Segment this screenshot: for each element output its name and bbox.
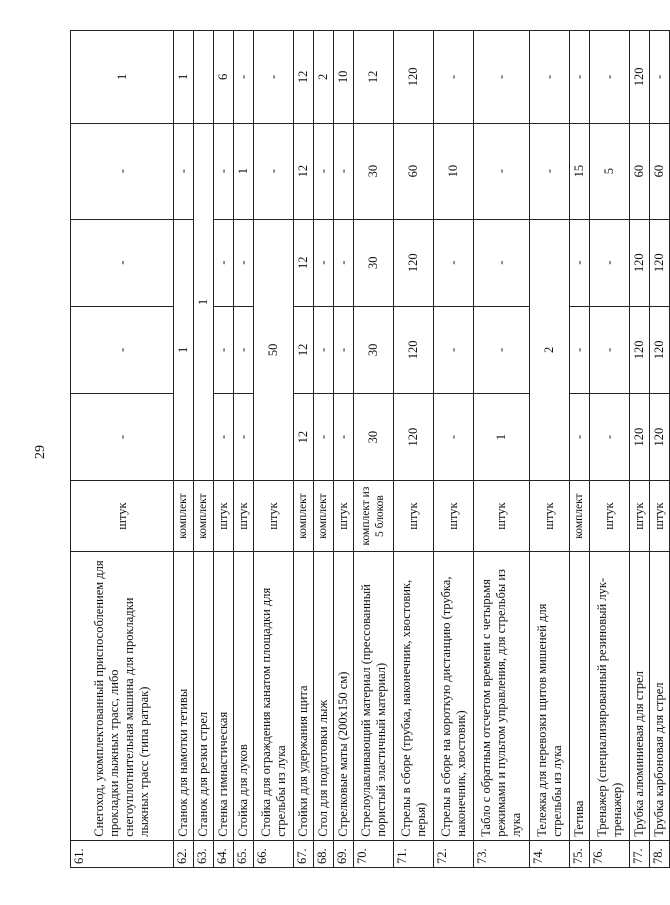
value-cell: 120 <box>394 31 434 124</box>
table-row <box>314 31 334 868</box>
value-cell: 10 <box>334 31 354 124</box>
value-cell: - <box>71 306 174 393</box>
unit-cell: комплект <box>294 481 314 552</box>
item-name: Стрелковые маты (200х150 см) <box>334 551 354 840</box>
value-cell: - <box>570 219 590 306</box>
item-name: Стойки для удержания щита <box>294 551 314 840</box>
table-row <box>71 31 174 868</box>
page-number: 29 <box>33 445 48 459</box>
value-cell: - <box>570 31 590 124</box>
value-cell: 15 <box>570 123 590 219</box>
value-cell: - <box>530 31 570 124</box>
row-number: 69. <box>334 840 354 867</box>
row-number: 70. <box>354 840 394 867</box>
value-cell: - <box>474 219 530 306</box>
unit-cell: штук <box>650 481 670 552</box>
value-cell: - <box>314 393 334 480</box>
value-cell: - <box>474 123 530 219</box>
unit-cell: комплект <box>174 481 194 552</box>
unit-cell: комплект <box>314 481 334 552</box>
row-number: 75. <box>570 840 590 867</box>
item-name: Тренажер (специализированный резиновый лук-тренажер) <box>590 551 630 840</box>
value-cell: 2 <box>530 219 570 481</box>
row-number: 73. <box>474 840 530 867</box>
table-row <box>234 31 254 868</box>
row-number: 65. <box>234 840 254 867</box>
row-number: 61. <box>71 840 174 867</box>
value-cell: 1 <box>174 31 194 124</box>
value-cell: 5 <box>590 123 630 219</box>
value-cell: - <box>234 306 254 393</box>
unit-cell: штук <box>214 481 234 552</box>
value-cell: - <box>314 219 334 306</box>
table-row <box>174 31 194 868</box>
value-cell: - <box>334 123 354 219</box>
value-cell: - <box>530 123 570 219</box>
table-row <box>354 31 394 868</box>
value-cell: - <box>474 31 530 124</box>
unit-cell: штук <box>474 481 530 552</box>
item-name: Стрелоулавливающий материал (прессованный пористый эластичный материал) <box>354 551 394 840</box>
value-cell: 12 <box>354 31 394 124</box>
value-cell: 60 <box>650 123 670 219</box>
row-number: 62. <box>174 840 194 867</box>
table-row <box>334 31 354 868</box>
value-cell: - <box>234 31 254 124</box>
value-cell: - <box>650 31 670 124</box>
value-cell: - <box>570 393 590 480</box>
value-cell: - <box>434 219 474 306</box>
value-cell: 30 <box>354 306 394 393</box>
table-row <box>254 31 294 868</box>
item-name: Табло с обратным отсчетом времени с четырьмя режимами и пультом управления, для стрельбы из лука <box>474 551 530 840</box>
equipment-table <box>70 30 670 868</box>
unit-cell: штук <box>590 481 630 552</box>
value-cell: 120 <box>630 306 650 393</box>
value-cell: - <box>314 306 334 393</box>
value-cell: 10 <box>434 123 474 219</box>
value-cell: - <box>234 219 254 306</box>
value-cell: 2 <box>314 31 334 124</box>
value-cell: - <box>314 123 334 219</box>
value-cell: - <box>214 306 234 393</box>
value-cell: - <box>334 219 354 306</box>
value-cell: - <box>334 306 354 393</box>
row-number: 77. <box>630 840 650 867</box>
unit-cell: штук <box>234 481 254 552</box>
value-cell: - <box>71 393 174 480</box>
value-cell: - <box>71 123 174 219</box>
value-cell: 30 <box>354 123 394 219</box>
table-row <box>434 31 474 868</box>
item-name: Стол для подготовки лыж <box>314 551 334 840</box>
unit-cell: штук <box>630 481 650 552</box>
unit-cell: штук <box>254 481 294 552</box>
unit-cell: комплект из 5 блоков <box>354 481 394 552</box>
value-cell: 50 <box>254 219 294 481</box>
value-cell: 12 <box>294 31 314 124</box>
value-cell: 120 <box>630 31 650 124</box>
value-cell: 12 <box>294 306 314 393</box>
unit-cell: штук <box>434 481 474 552</box>
value-cell: - <box>174 123 194 219</box>
value-cell: 120 <box>650 219 670 306</box>
value-cell: - <box>71 219 174 306</box>
value-cell: 120 <box>650 306 670 393</box>
value-cell: 1 <box>174 219 194 481</box>
value-cell: - <box>590 393 630 480</box>
row-number: 78. <box>650 840 670 867</box>
value-cell: - <box>434 393 474 480</box>
value-cell: 6 <box>214 31 234 124</box>
item-name: Стойка для ограждения канатом площадки для стрельбы из лука <box>254 551 294 840</box>
row-number: 72. <box>434 840 474 867</box>
value-cell: 1 <box>71 31 174 124</box>
unit-cell: штук <box>334 481 354 552</box>
unit-cell: штук <box>530 481 570 552</box>
value-cell: 12 <box>294 219 314 306</box>
item-name: Стрелы в сборе (трубка, наконечник, хвостовик, перья) <box>394 551 434 840</box>
value-cell: - <box>434 306 474 393</box>
value-cell: - <box>214 123 234 219</box>
value-cell: 120 <box>630 393 650 480</box>
value-cell: 120 <box>650 393 670 480</box>
value-cell: - <box>234 393 254 480</box>
value-cell <box>194 31 214 124</box>
value-cell: - <box>214 219 234 306</box>
value-cell: 1 <box>194 123 214 480</box>
item-name: Станок для намотки тетивы <box>174 551 194 840</box>
value-cell: - <box>474 306 530 393</box>
item-name: Стойка для луков <box>234 551 254 840</box>
item-name: Трубка алюминиевая для стрел <box>630 551 650 840</box>
value-cell: - <box>570 306 590 393</box>
row-number: 71. <box>394 840 434 867</box>
value-cell: 120 <box>394 306 434 393</box>
item-name: Снегоход, укомплектованный приспособлением для прокладки лыжных трасс, либо снегоуплотнительная машина для прокладки лыжных трасс (типа ратрак) <box>71 551 174 840</box>
value-cell: 60 <box>394 123 434 219</box>
value-cell: - <box>590 31 630 124</box>
row-number: 66. <box>254 840 294 867</box>
value-cell: - <box>254 123 294 219</box>
value-cell: - <box>214 393 234 480</box>
value-cell: - <box>590 219 630 306</box>
table-row <box>474 31 530 868</box>
table-row <box>650 31 670 868</box>
unit-cell: комплект <box>570 481 590 552</box>
table-row <box>294 31 314 868</box>
value-cell: - <box>254 31 294 124</box>
value-cell: 120 <box>630 219 650 306</box>
value-cell: - <box>590 306 630 393</box>
rotated-table-container <box>70 30 666 868</box>
row-number: 76. <box>590 840 630 867</box>
table-row <box>530 31 570 868</box>
row-number: 74. <box>530 840 570 867</box>
row-number: 67. <box>294 840 314 867</box>
item-name: Тетива <box>570 551 590 840</box>
item-name: Станок для резки стрел <box>194 551 214 840</box>
value-cell: 60 <box>630 123 650 219</box>
value-cell: 30 <box>354 393 394 480</box>
table-row <box>590 31 630 868</box>
item-name: Стенка гимнастическая <box>214 551 234 840</box>
table-row <box>394 31 434 868</box>
unit-cell: комплект <box>194 481 214 552</box>
table-row <box>570 31 590 868</box>
value-cell: 12 <box>294 393 314 480</box>
value-cell: 120 <box>394 393 434 480</box>
row-number: 64. <box>214 840 234 867</box>
value-cell: - <box>434 31 474 124</box>
unit-cell: штук <box>394 481 434 552</box>
unit-cell: штук <box>71 481 174 552</box>
table-row <box>194 31 214 868</box>
item-name: Трубка карбоновая для стрел <box>650 551 670 840</box>
item-name: Стрелы в сборе на короткую дистанцию (трубка, наконечник, хвостовик) <box>434 551 474 840</box>
row-number: 63. <box>194 840 214 867</box>
value-cell: 12 <box>294 123 314 219</box>
value-cell: 1 <box>234 123 254 219</box>
value-cell: - <box>334 393 354 480</box>
value-cell: 120 <box>394 219 434 306</box>
value-cell: 1 <box>474 393 530 480</box>
value-cell: 30 <box>354 219 394 306</box>
row-number: 68. <box>314 840 334 867</box>
table-row <box>630 31 650 868</box>
item-name: Тележка для перевозки щитов мишеней для стрельбы из лука <box>530 551 570 840</box>
table-row <box>214 31 234 868</box>
